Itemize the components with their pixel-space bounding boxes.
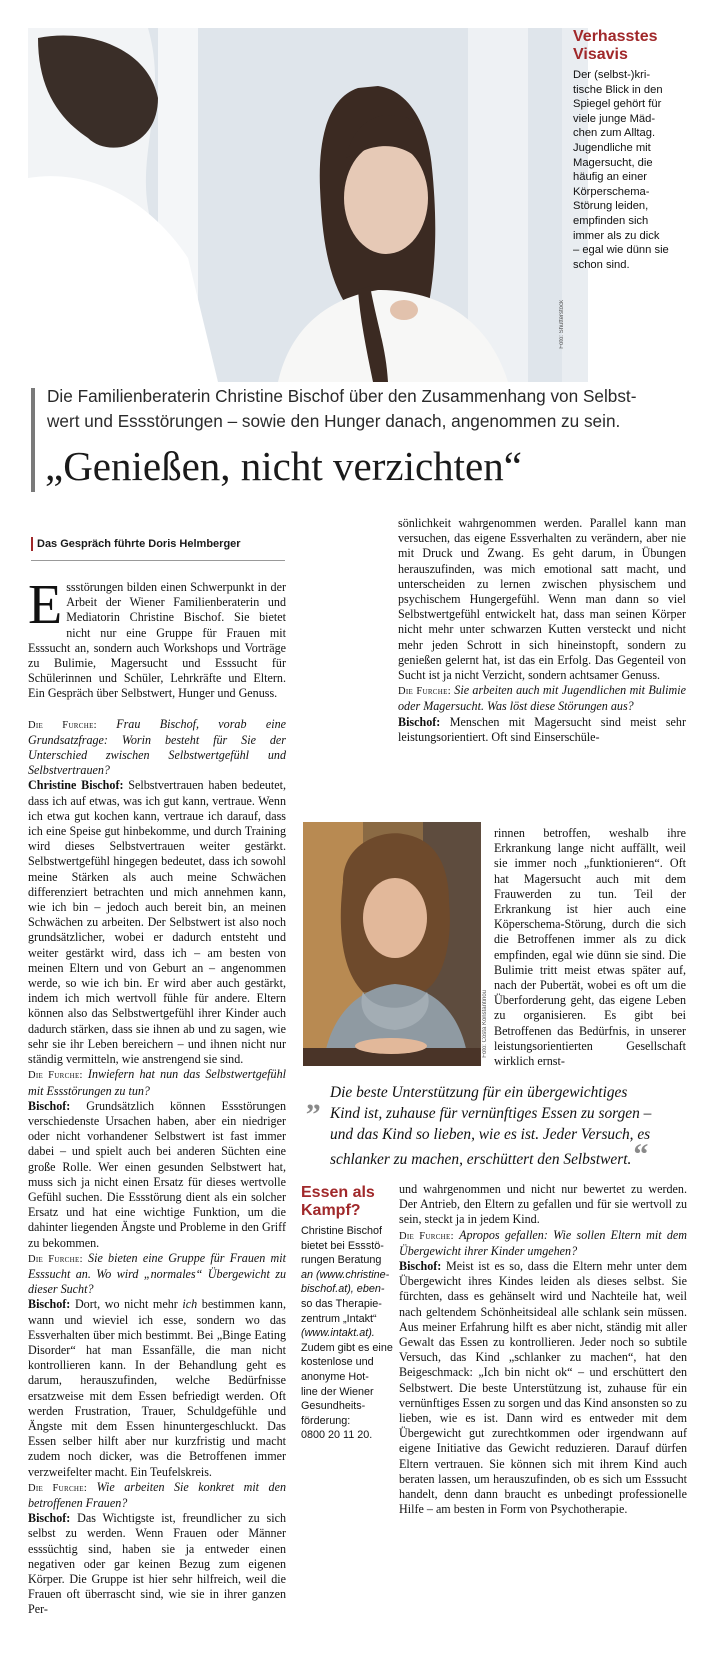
info-box-line: line der Wiener [301,1385,374,1398]
speaker-name: Bischof: [398,714,441,729]
lead [47,384,707,434]
info-box-line: kostenlose und [301,1356,374,1369]
caption-title-2: Visavis [573,46,628,63]
column-1 [28,574,287,1618]
photo-caption [573,28,693,272]
info-box-title-2: Kampf? [301,1202,361,1219]
speaker-label: Die Furche: [28,1253,83,1265]
answer-text: Grundsätzlich können Essstörungen verschiedenste Ursachen haben, aber ein niedriger oder nicht vorhandener Selbstwert ist fast immer dabei – und spielt auch bei anderen Süchten eine große Rolle. Wer einen gesunden Selbstwert hat, muss sich ja nicht einen Ersatz für dieses wertvolle Gefühl suchen. Die Essstörung dient als ein solcher Ersatz und hat eine wichtige Funktion, um die dahinter liegenden Ängste und Probleme in den Griff zu bekommen. [28,1098,287,1250]
caption-line: Jugendliche mit [573,141,651,154]
portrait-illustration [303,822,481,1066]
answer-5-end: und wahrgenommen und nicht nur bewertet zu werden. Der Antrieb, den Eltern zu gefallen und für sie wertvoll zu sein, steckt ja in jedem Kind. [399,1182,687,1227]
answer-6 [399,1259,687,1517]
answer-4-continued: sönlichkeit wahrgenommen werden. Parallel kann man versuchen, das eigene Essverhalten zu verändern, aber nie mit Druck und Zwang. Es geht darum, in Übungen herauszufinden, was mich emotional satt macht, und unterscheiden zu lernen zwischen physischem und psychischem Hungergefühl. Wenn man dann so viel Selbstwertgefühl entwickelt hat, dass man seinen Körper nicht mehr unter schwarzen Kutten versteckt und nicht mehr jeden Schrott in sich hineinstopft, sondern zu genießen gelernt hat, ist das ein Erfolg. Das Gegenteil von Sucht ist ja nicht Verzicht, sondern achtsamer Genuss. [398,516,686,683]
caption-line: chen zum Alltag. [573,127,656,140]
speaker-label: Die Furche: [28,1482,88,1494]
mirror-photo-illustration [28,28,588,382]
lead-line-1: Die Familienberaterin Christine Bischof über den Zusammenhang von Selbst- [47,386,637,406]
question-4 [28,1480,286,1511]
info-box-line: rungen Beratung [301,1254,382,1267]
question-1 [28,717,286,779]
caption-line: Magersucht, die [573,156,653,169]
info-box-title-1: Essen als [301,1184,375,1201]
quote-close-mark: “ [633,1138,649,1171]
caption-line: empfinden sich [573,214,649,227]
answer-1 [28,778,286,1067]
answer-text: Menschen mit Magersucht sind meist sehr leistungsorientiert. Oft sind Einserschüle- [398,714,686,744]
column-2-narrow [494,826,686,1069]
question-5 [398,683,686,714]
mirror-photo [28,28,588,382]
photo-credit-top: Foto: Shutterstock [559,300,565,349]
byline-rule [31,560,285,561]
speaker-name: Bischof: [28,1297,71,1312]
answer-5-continued: rinnen betroffen, weshalb ihre Erkrankung lange nicht auffällt, weil sie immer noch „funktionieren“. Oft hat Magersucht auch mit dem Frauwerden zu tun. Teil der Erkrankung ist hier auch eine Köperschema-Störung, durch die sich die Betroffenen immer als zu dick empfinden, egal wie dünn sie sind. Die Bulimie tritt meist etwas später auf, nach der Pubertät, wobei es oft um die Überforderung geht, das eigene Leben zu organisieren. Es gibt bei Betroffenen das Bedürfnis, in unserer leistungsorientierten Gesellschaft wirklich ernst- [494,826,686,1069]
info-box-line: förderung: [301,1414,351,1427]
info-box-line: anonyme Hot- [301,1370,369,1383]
info-box-line: bietet bei Essstö- [301,1239,384,1252]
pull-quote-line: Kind ist, zuhause für vernünftiges Essen zu sorgen – [330,1105,652,1122]
answer-text: Selbstvertrauen haben bedeutet, dass ich auf etwas, was ich gut kann, vertraue. Wenn ich etwa gut kochen kann, vertraue ich darauf, dass ich eine Speise gut hinbekomme, und durch Training wird dieses Selbstvertrauen weiter gestärkt. Selbstwertgefühl hingegen bedeutet, dass ich sowohl meine Stärken als auch meine Schwächen differenziert betrachten und mich annehmen kann, wie ich bin – jedoch auch bereit bin, an meinen Schwächen zu arbeiten. Der Selbstwert ist also noch grundsätzlicher, wobei er dadurch entsteht und weiter gestärkt wird, dass ich – am besten von meinen Eltern und von Geburt an – angenommen werde, so wie ich bin. Er wird aber auch gestärkt, indem ich mich wertvoll fühle für andere. Eltern können also das Selbstwertgefühl ihrer Kinder auch dadurch stärken, dass sie ihnen ab und zu sagen, wie sehr sie ihr Leben bereichern – und ihnen nicht nur ständig vermitteln, wie anstrengend sie sind. [28,778,286,1067]
pull-quote-line: schlanker zu machen, erschüttert den Selbstwert. [330,1151,632,1168]
caption-line: Körperschema- [573,185,650,198]
question-text: Inwiefern hat nun das Selbstwertgefühl mit Essstörungen zu tun? [28,1067,286,1098]
info-box-line: Zudem gibt es eine [301,1341,393,1354]
speaker-label: Die Furche: [28,719,97,731]
question-text: Sie bieten eine Gruppe für Frauen mit Esssucht an. Wo wird „normales“ Übergewicht zu dieser Sucht? [28,1250,286,1297]
answer-text-pre: Dort, wo nicht mehr [74,1297,178,1312]
info-box-line: bischof.at), eben- [301,1283,385,1296]
answer-4 [28,1511,286,1617]
speaker-label: Die Furche: [398,686,451,698]
info-box-line: Gesundheits- [301,1400,366,1413]
byline: Das Gespräch führte Doris Helmberger [37,538,241,550]
info-box-line: Christine Bischof [301,1225,383,1237]
question-2 [28,1067,286,1098]
quote-open-mark: „ [306,1083,321,1116]
headline: „Genießen, nicht verzichten“ [45,443,522,489]
answer-2 [28,1099,286,1251]
pull-quote-text [330,1082,690,1170]
caption-line: Störung leiden, [573,200,649,213]
caption-line: Der (selbst-)kri- [573,69,651,81]
speaker-name: Bischof: [399,1259,442,1274]
info-box [301,1184,393,1443]
column-2-top [398,516,686,745]
pull-quote-line: Die beste Unterstützung für ein übergewichtiges [330,1084,628,1101]
question-3 [28,1251,286,1298]
portrait-photo [303,822,481,1066]
speaker-label: Die Furche: [399,1230,454,1242]
dropcap: E [28,574,63,636]
caption-line: tische Blick in den [573,83,663,96]
info-box-line: (www.intakt.at). [301,1327,375,1340]
answer-text: Meist ist es so, dass die Eltern mehr unter dem Übergewicht ihres Kindes leiden als dieses selbst. Sie fürchten, dass es gehänselt wird und Nachteile hat, weil nach geltendem Schönheitsideal alle schlank sein müssen. Aus meiner Erfahrung hilft es aber nicht, ständig mit aller Gewalt das Essen zu kontrollieren. Jeder noch so subtile Versuch, das Kind „schlanker zu machen“, hat den Beigeschmack: „Ich bin nicht ok“ – und erschüttert den Selbstwert. Die beste Unterstützung ist, zuhause für ein vernünftiges Essen zu sorgen und das Kind ansonsten so zu lieben, wie es ist. Dann wird es entweder mit dem Übergewicht gut zurechtkommen oder irgendwann auf eigene Initiative das Gewicht reduzieren. Darauf dürfen Eltern vertrauen. Sie können sich mit ihrem Kind auch beraten lassen, um herauszufinden, ob es sich um Esssucht handelt, denn dann braucht es unbedingt professionelle Hilfe – am besten in Form von Psychotherapie. [399,1259,687,1517]
caption-line: Spiegel gehört für [573,98,662,111]
speaker-name: Bischof: [28,1511,71,1526]
info-box-line: 0800 20 11 20. [301,1429,373,1442]
answer-text-post: bestimmen kann, wann und wieviel ich esse, sondern wo das Essverhalten über mich bestimmt. Bei „Binge Eating Disorder“ hat man Essanfälle, die man nicht kontrollieren kann. In der Behandlung geht es darum, herauszufinden, welche Bedürfnisse ersatzweise mit dem Essen befriedigt werden. Oft werden Frustration, Trauer, Schuldgefühle und Ängste mit dem Essen hinuntergeschluckt. Das Essen selber hilft aber nur kurzfristig und macht zudem noch dicker, was die Betroffenen immer verzweifelter macht. Ein Teufelskreis. [28,1297,286,1479]
question-text: Wie arbeiten Sie konkret mit den betroffenen Frauen? [28,1479,286,1510]
speaker-name: Christine Bischof: [28,778,124,793]
info-box-body [301,1224,393,1443]
answer-3 [28,1297,286,1479]
question-text: Frau Bischof, vorab eine Grundsatzfrage: Worin besteht für Sie der Unterschied zwischen Selbstwertgefühl und Selbstvertrauen? [28,716,286,778]
lead-line-2: wert und Essstörungen – sowie den Hunger danach, angenommen zu sein. [47,411,621,431]
caption-body [573,68,693,272]
caption-line: – egal wie dünn sie [573,244,669,257]
answer-5-start [398,715,686,745]
caption-line: schon sind. [573,258,630,271]
info-box-line: so das Therapie- [301,1297,382,1310]
caption-line: immer als zu dick [573,229,660,242]
column-3-bottom [399,1182,687,1517]
speaker-name: Bischof: [28,1098,71,1113]
speaker-label: Die Furche: [28,1070,83,1082]
question-6 [399,1228,687,1259]
intro-text: ssstörungen bilden einen Schwerpunkt in der Arbeit der Wiener Familienberaterin und Mediatorin Christine Bischof. Sie bietet nicht nur eine Gruppe für Frauen mit Esssucht an, sondern auch Workshops und Vorträge zu Bulimie, Magersucht und Esssucht für Schülerinnen und Schüler, Lehrkräfte und Eltern. Ein Gespräch über Selbstwert, Hunger und Genuss. [28,580,286,701]
info-box-line: an (www.christine- [301,1268,390,1281]
info-box-line: zentrum „Intakt“ [301,1312,377,1325]
byline-bar [31,537,33,551]
caption-line: häufig an einer [573,171,648,184]
answer-emphasis: ich [182,1297,198,1312]
caption-line: viele junge Mäd- [573,112,656,125]
caption-title-1: Verhasstes [573,28,658,45]
question-text: Sie arbeiten auch mit Jugendlichen mit Bulimie oder Magersucht. Was löst diese Störungen aus? [398,683,686,714]
intro-paragraph [28,574,286,702]
pull-quote-line: und das Kind so lieben, wie es ist. Jeder Versuch, es [330,1126,651,1143]
photo-credit-portrait: Foto: Costa Konstantinou [482,990,488,1058]
pull-quote [306,1082,690,1170]
question-text: Apropos gefallen: Wie sollen Eltern mit dem Übergewicht ihrer Kinder umgehen? [399,1227,687,1258]
answer-text: Das Wichtigste ist, freundlicher zu sich selbst zu werden. Wenn Frauen oder Männer esssüchtig sind, haben sie ja entweder einen negativen oder gar keinen Bezug zum eigenen Körper. Die Gruppe ist hier sehr hilfreich, weil die Frauen oft überrascht sind, wie sie in ihrer ganzen Per- [28,1511,286,1617]
lead-bar [31,388,35,492]
